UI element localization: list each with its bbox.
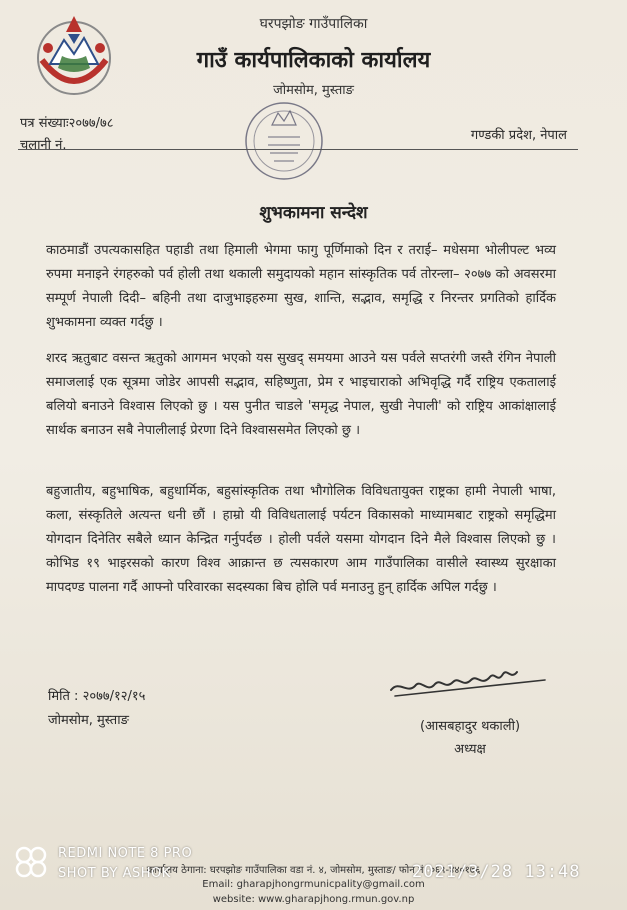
watermark-timestamp: 2021/3/28 13:48 xyxy=(412,862,581,882)
office-location: जोमसोम, मुस्ताङ xyxy=(273,83,354,98)
watermark-device: REDMI NOTE 8 PRO xyxy=(58,846,193,861)
signer-name: (आसबहादुर थकाली) xyxy=(419,719,521,734)
province-name: गण्डकी प्रदेश, नेपाल xyxy=(470,128,567,143)
header-divider xyxy=(18,149,578,150)
camera-watermark-icon xyxy=(14,845,48,879)
signature-icon xyxy=(385,660,550,702)
office-name: गाउँ कार्यपालिकाको कार्यालय xyxy=(196,48,431,73)
document-title: शुभकामना सन्देश xyxy=(259,203,368,223)
footer-website: website: www.gharapjhong.rmun.gov.np xyxy=(212,894,415,905)
municipality-name: घरपझोङ गाउँपालिका xyxy=(259,16,368,32)
paragraph-2: शरद ऋतुबाट वसन्त ऋतुको आगमन भएको यस सुखद् समयमा आउने यस पर्वले सप्तरंगी जस्तै रंगिन नेपाली समाजलाई एक सूत्रमा जोडेर आपसी सद्भाव, सहिष्णुता, प्रेम र भाइचाराको अभिवृद्धि गर्दै राष्ट्रिय एकतालाई बलियो बनाउने विश्वास लिएको छु । यस पुनीत चाडले 'समृद्ध नेपाल, सुखी नेपाली' को राष्ट्रिय आकांक्षालाई सार्थक बनाउन सबै नेपालीलाई प्रेरणा दिने विश्वाससमेत लिएको छु । xyxy=(46,351,556,438)
paragraph-1: काठमाडौं उपत्यकासहित पहाडी तथा हिमाली भेगमा फागु पूर्णिमाको दिन र तराई– मधेसमा भोलीपल्ट भव्य रुपमा मनाइने रंगहरुको पर्व होली तथा थकाली समुदायको महान सांस्कृतिक पर्व तोरन्ला– २०७७ को अवसरमा सम्पूर्ण नेपाली दिदी– बहिनी तथा दाजुभाइहरुमा सुख, शान्ति, सद्भाव, समृद्धि र निरन्तर प्रगतिको हार्दिक शुभकामना व्यक्त गर्दछु । xyxy=(46,243,556,330)
dispatch-number: चलानी नं. xyxy=(20,138,67,153)
footer-address: कार्यालय ठेगाना: घरपझोङ गाउँपालिका वडा नं. ४, जोमसोम, मुस्ताङ/ फोन नं. ०६९-४४०१७६ xyxy=(146,865,481,876)
footer-email: Email: gharapjhongrmunicpality@gmail.com xyxy=(202,879,425,890)
watermark-author: SHOT BY ASHOK xyxy=(58,866,171,881)
paragraph-3: बहुजातीय, बहुभाषिक, बहुधार्मिक, बहुसांस्कृतिक तथा भौगोलिक विविधतायुक्त राष्ट्रका हामी नेपाली भाषा, कला, संस्कृतिले अत्यन्त धनी छौं । हाम्रो यी विविधतालाई पर्यटन विकासको माध्यामबाट राष्ट्रको समृद्धिमा योगदान दिनेतिर सबैले ध्यान केन्द्रित गर्नुपर्दछ । होली पर्वले यसमा योगदान दिने मैले विश्वास लिएको छु । कोभिड १९ भाइरसको कारण विश्व आक्रान्त छ त्यसकारण आम गाउँपालिका वासीले स्वास्थ्य सुरक्षाका मापदण्ड पालना गर्दै आफ्नो परिवारका सदस्यका बिच होलि पर्व मनाउनु हुन् हार्दिक अपिल गर्दछु । xyxy=(46,484,556,595)
letter-place: जोमसोम, मुस्ताङ xyxy=(48,713,129,728)
letter-number: पत्र संख्याः२०७७/७८ xyxy=(20,116,114,131)
signer-designation: अध्यक्ष xyxy=(454,742,486,757)
letter-date: मिति : २०७७/१२/१५ xyxy=(48,689,146,704)
office-stamp-icon xyxy=(238,95,330,187)
